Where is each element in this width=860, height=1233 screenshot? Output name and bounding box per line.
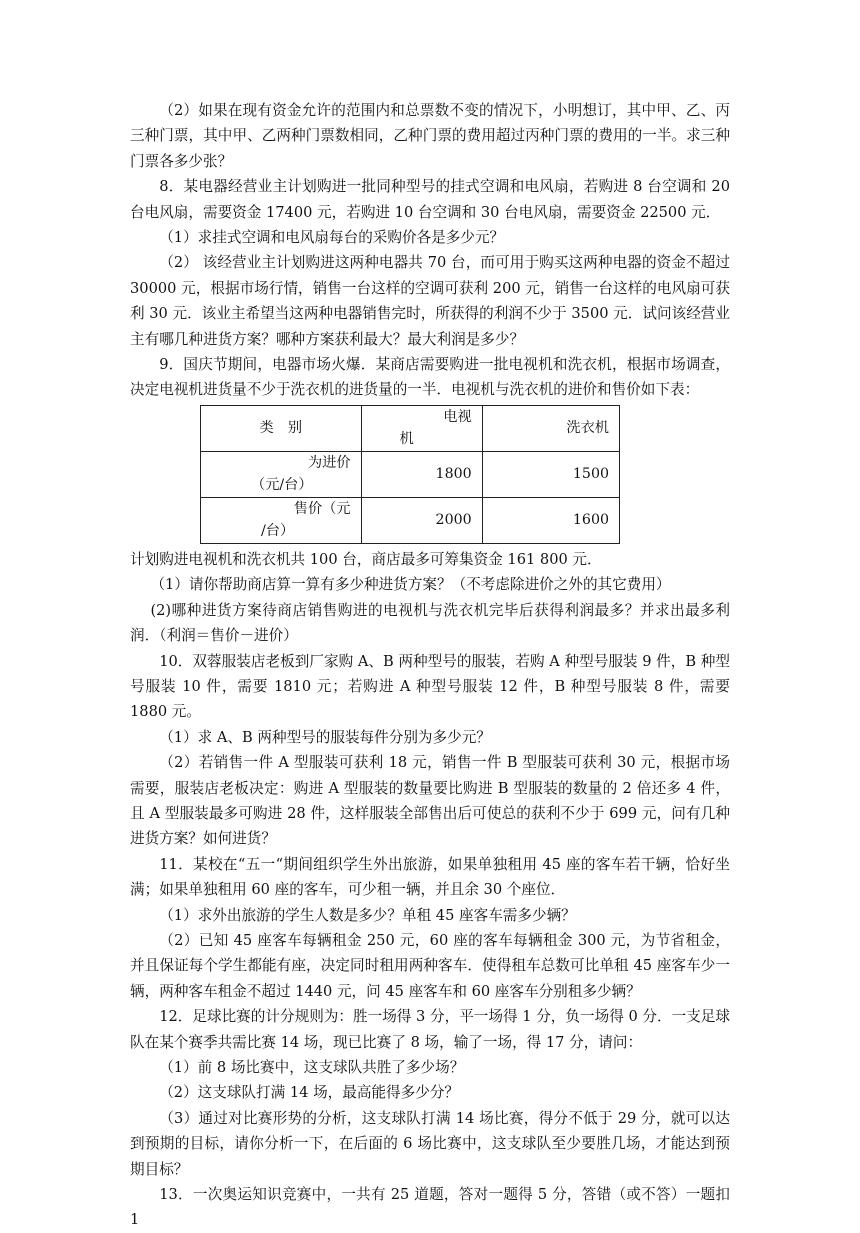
paragraph: （1）求外出旅游的学生人数是多少？单租 45 座客车需多少辆？ xyxy=(159,906,576,924)
paragraph: （2）已知 45 座客车每辆租金 250 元，60 座的客车每辆租金 300 元，为节省租金，并且保证每个学生都能有座，决定同时租用两种客车．使得租车总数可比单租 45 座客车少一辆，两种客车租金不超过 1440 元，问 45 座客车和 60 座客车分别租多少辆？ xyxy=(130,931,730,1000)
paragraph: （3）通过对比赛形势的分析，这支球队打满 14 场比赛，得分不低于 29 分，就可以达到预期的目标，请你分析一下，在后面的 6 场比赛中，这支球队至少要胜几场，才能达到预期目标？ xyxy=(130,1109,730,1178)
table-cell: 洗衣机 xyxy=(482,405,619,451)
document-page xyxy=(130,98,730,1233)
table-cell: 售价（元 /台） xyxy=(201,497,362,543)
table-cell: 类 别 xyxy=(201,405,362,451)
table-cell: 2000 xyxy=(361,497,482,543)
paragraph: 计划购进电视机和洗衣机共 100 台，商店最多可筹集资金 161 800 元． xyxy=(130,550,602,568)
table-row xyxy=(201,451,620,497)
paragraph: (2)哪种进货方案待商店销售购进的电视机与洗衣机完毕后获得利润最多？并求出最多利润．（利润＝售价－进价） xyxy=(130,601,730,645)
question-11: 11．某校在“五一“期间组织学生外出旅游，如果单独租用 45 座的客车若干辆，恰好坐满；如果单独租用 60 座的客车，可少租一辆，并且余 30 个座位． xyxy=(130,855,730,899)
question-9: 9．国庆节期间，电器市场火爆．某商店需要购进一批电视机和洗衣机，根据市场调查，决定电视机进货量不少于洗衣机的进货量的一半．电视机与洗衣机的进价和售价如下表： xyxy=(130,356,730,399)
question-12: 12．足球比赛的计分规则为：胜一场得 3 分，平一场得 1 分，负一场得 0 分．一支足球队在某个赛季共需比赛 14 场，现已比赛了 8 场，输了一场，得 17 分，请问： xyxy=(130,1008,730,1051)
price-table xyxy=(200,405,620,544)
paragraph: （2）这支球队打满 14 场，最高能得多少分？ xyxy=(159,1084,460,1102)
paragraph: （2） 该经营业主计划购进这两种电器共 70 台，而可用于购买这两种电器的资金不超过 30000 元，根据市场行情，销售一台这样的空调可获利 200 元，销售一台这样的电风扇可获利 30 元．该业主希望当这两种电器销售完时，所获得的利润不少于 3500 元．试问该经营业主有哪几种进货方案？哪种方案获利最大？最大利润是多少？ xyxy=(130,254,730,348)
table-cell: 1500 xyxy=(482,451,619,497)
paragraph: （1）前 8 场比赛中，这支球队共胜了多少场？ xyxy=(159,1059,465,1076)
table-header-row xyxy=(201,405,620,451)
paragraph: （1）请你帮助商店算一算有多少种进货方案？（不考虑除进价之外的其它费用） xyxy=(150,576,671,594)
table-cell: 1800 xyxy=(361,451,482,497)
question-10: 10．双蓉服装店老板到厂家购 A、B 两种型号的服装，若购 A 种型号服装 9 件，B 种型号服装 10 件，需要 1810 元；若购进 A 种型号服装 12 件，B 种型号服装 8 件，需要 1880 元。 xyxy=(130,652,730,721)
paragraph: （1）求 A、B 两种型号的服装每件分别为多少元？ xyxy=(159,728,491,746)
paragraph: （2）如果在现有资金允许的范围内和总票数不变的情况下，小明想订，其中甲、乙、丙三种门票，其中甲、乙两种门票数相同，乙种门票的费用超过丙种门票的费用的一半。求三种门票各多少张？ xyxy=(130,102,730,170)
paragraph: （2）若销售一件 A 型服装可获利 18 元，销售一件 B 型服装可获利 30 元，根据市场需要，服装店老板决定：购进 A 型服装的数量要比购进 B 型服装的数量的 2 倍还多 4 件，且 A 型服装最多可购进 28 件，这样服装全部售出后可使总的获利不少于 699 元，问有几种进货方案？如何进货？ xyxy=(130,754,730,848)
paragraph: （1）求挂式空调和电风扇每台的采购价各是多少元？ xyxy=(159,229,505,247)
table-cell: 为进价 （元/台） xyxy=(201,451,362,497)
question-8: 8．某电器经营业主计划购进一批同种型号的挂式空调和电风扇，若购进 8 台空调和 20 台电风扇，需要资金 17400 元，若购进 10 台空调和 30 台电风扇，需要资金 22500 元． xyxy=(130,178,730,221)
question-13: 13．一次奥运知识竞赛中，一共有 25 道题，答对一题得 5 分，答错（或不答）一题扣 1 xyxy=(130,1186,730,1229)
table-cell: 电视 机 xyxy=(361,405,482,451)
table-cell: 1600 xyxy=(482,497,619,543)
table-row xyxy=(201,497,620,543)
